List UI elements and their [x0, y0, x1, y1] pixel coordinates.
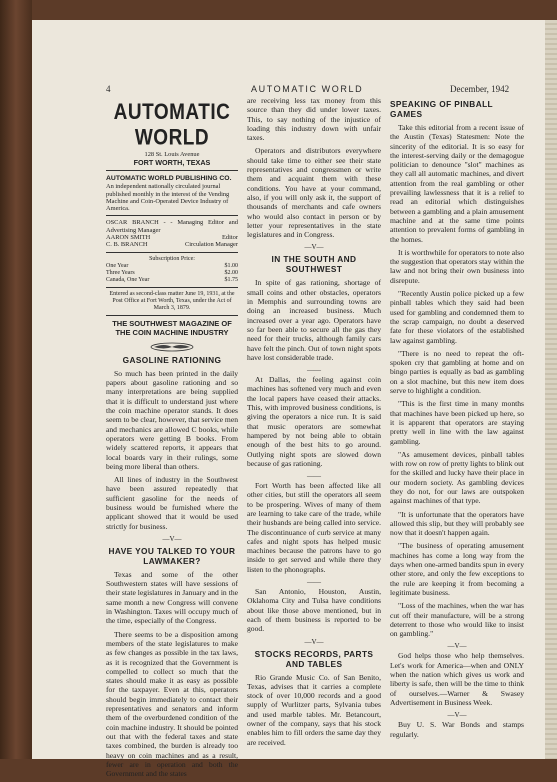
headline-south-southwest: IN THE SOUTH AND SOUTHWEST — [271, 254, 357, 275]
divider — [106, 287, 238, 288]
page-number: 4 — [106, 84, 111, 94]
masthead-address: 128 St. Louis Avenue — [144, 151, 200, 158]
divider — [106, 252, 238, 253]
separator: —— — [307, 578, 321, 587]
paragraph: So much has been printed in the daily papers about gasoline rationing and so many interpretations are being supplied that it is difficult to understand just where the coin machine operator stands. It does seem to be clear, however, that service men and mechanics are allowed C books, while operators were getting B books. From widely scattered reports, it appears that local boards vary in their rulings, some being more liberal than others. — [106, 368, 239, 471]
masthead-city: FORT WORTH, TEXAS — [133, 158, 211, 168]
paragraph: Operators and distributors everywhere should take time to either see their state representatives and congressmen or write them and acquaint them with these conditions. You have at your command, also, if you will only ask it, the support of thousands of merchants and cafe owners who would also contact in person or by letter your representatives in the state legislatures and in Congress. — [247, 146, 381, 240]
divider — [106, 215, 238, 216]
paragraph: Take this editorial from a recent issue of the Austin (Texas) Statesmen: Note the sincerity of the editorial. It is so easy for the interest-serving daily or the demagogue politician to denounce "slot" machines as they call all automatic machines, and divert attention from the real gambling or other prevailing lawlessness that it is a relief to read an editorial which distinguishes between a gambling and a plain amusement machine and at the same time points attention to prevalent forms of gambling in the homes. — [390, 123, 524, 244]
paragraph: "Loss of the machines, when the war has cut off their manufacture, will be a strong deterrent to those who would like to insist on gambling." — [390, 601, 524, 639]
separator: —V— — [162, 534, 182, 543]
paragraph: "Recently Austin police picked up a few pinball tables which they said had been used for gambling and condemned them to the scrap campaign, no doubt a deserved fate for these violators of the established law against gambling. — [390, 289, 524, 345]
separator: —V— — [447, 642, 467, 651]
headline-lawmaker: HAVE YOU TALKED TO YOUR LAWMAKER? — [108, 545, 236, 566]
paragraph: In spite of gas rationing, shortage of small coins and other obstacles, operators in Memphis and surrounding towns are doing an increased business. Much increased over a year ago. Operators have so far been able to secure all the gas they need for their trucks, although family cars have felt the pinch. Out of town night spots have lost considerable trade. — [247, 278, 381, 362]
subscription-row: Canada, One Year $1.75 — [106, 276, 238, 283]
divider — [106, 170, 238, 171]
separator: —— — [307, 366, 321, 375]
emblem — [106, 342, 238, 352]
masthead-title: AUTOMATIC WORLD — [113, 100, 231, 151]
paragraph: "There is no need to repeat the oft-spoken cry that gambling at home and on bingo parties is equally as bad as gambling on a slot machine, but this new item does serve to highlight a condition. — [390, 348, 524, 396]
separator: —V— — [304, 243, 324, 252]
subscription-row: Three Years $2.00 — [106, 269, 238, 276]
paragraph: It is worthwhile for operators to note also the suggestion that operators stay within the law and not bring their own business into disrepute. — [390, 247, 524, 285]
masthead-tagline: THE SOUTHWEST MAGAZINE OF THE COIN MACHINE INDUSTRY — [112, 318, 232, 337]
paragraph: "It is unfortunate that the operators have allowed this slip, but they will probably see now that it doesn't happen again. — [390, 509, 524, 538]
subscription-heading: Subscription Price: — [149, 255, 195, 262]
column-right — [390, 96, 524, 743]
paragraph: "The business of operating amusement machines has come a long way from the days when one-armed bandits spun in every other store, and only the few exceptions to the rule are keeping it from becoming a legitimate business. — [390, 541, 524, 597]
paragraph: There seems to be a disposition among members of the state legislatures to make as few changes as possible in the tax laws, as it is recognized that the Government is compelled to collect so much that the states should make it as easy as possible for the taxpayer. Even at this, operators should begin immediately to contact their representatives and senators and inform them of the overburdened condition of the coin machine industry. It should be pointed out that with the federal taxes and state taxes combined, the burden is already too heavy on coin machines and as a result, fewer are in operation and both the Government and the states — [106, 629, 238, 779]
publisher-description: An independent nationally circulated journal published monthly in the interest of the Vending Machine and Coin-Operated Device Industry of America. — [106, 183, 230, 213]
book-binding — [0, 0, 32, 759]
publisher-name: AUTOMATIC WORLD PUBLISHING CO. — [106, 175, 232, 183]
issue-date: December, 1942 — [450, 84, 510, 94]
paragraph: Texas and some of the other Southwestern states will have sessions of their state legislatures in January and in the same month a new Congress will convene in Washington. Taxes will occupy much of the time, especially of the Congress. — [106, 569, 238, 626]
paragraph: "This is the first time in many months that machines have been picked up here, so it is apparent that operators are staying pretty well in line with the law against gambling. — [390, 399, 524, 446]
entry-note: Entered as second-class matter June 19, 1931, at the Post Office at Fort Worth, Texas, under the Act of March 3, 1879. — [109, 290, 235, 311]
paragraph: All lines of industry in the Southwest have been assured repeatedly that sufficient gasoline for the needs of business would be furnished where the applicant showed that it would be used strictly for business. — [106, 475, 238, 531]
subscription-box — [106, 256, 238, 284]
staff-entry: OSCAR BRANCH - - Managing Editor and Advertising Manager — [106, 219, 238, 234]
paragraph: God helps those who help themselves. Let's work for America—when and ONLY when the nation which gives us work and liberty is safe, then will be the time to think of ourselves.—Warner & Swasey Advertisement in Business Week. — [390, 651, 524, 707]
running-title: AUTOMATIC WORLD — [251, 84, 364, 94]
divider — [106, 315, 238, 316]
staff-entry: C. B. BRANCH Circulation Manager — [106, 241, 238, 249]
paragraph: At Dallas, the feeling against coin machines has softened very much and even the local papers have ceased their attacks. This, with improved business conditions, is giving the operators a nice run. It is said that music operators are somewhat hampered by not being able to obtain enough of the best hits to go around. Outlying night spots are slowed down because of gas rationing. — [247, 375, 381, 468]
separator: —V— — [447, 711, 467, 720]
paragraph: Buy U. S. War Bonds and stamps regularly. — [390, 720, 524, 739]
staff-list — [106, 219, 238, 249]
eagle-emblem-icon — [150, 342, 194, 352]
headline-gasoline: GASOLINE RATIONING — [122, 354, 222, 365]
paragraph: Fort Worth has been affected like all other cities, but still the operators all seem to be prospering. Wives of many of them are learning to take care of the trade, while their husbands are being called into service. The discontinuance of curb service at many cafes and night spots has helped music machines because the patrons have to go inside to get served and while there they listen to the phonographs. — [247, 481, 381, 574]
paragraph: San Antonio, Houston, Austin, Oklahoma City and Tulsa have conditions about like those above mentioned, but in each of them business is reported to be good. — [247, 587, 381, 634]
headline-pinball: SPEAKING OF PINBALL GAMES — [390, 99, 493, 119]
column-middle — [247, 96, 381, 751]
headline-stocks-records: STOCKS RECORDS, PARTS AND TABLES — [254, 648, 374, 669]
paragraph: "As amusement devices, pinball tables with row on row of pretty lights to blink out for the skilled and lucky have their place in our modern society. As gambling devices they do not, for our laws are outspoken against machines of that type. — [390, 449, 524, 506]
page-edge — [545, 20, 557, 759]
paragraph: Rio Grande Music Co. of San Benito, Texas, advises that it carries a complete stock of over 10,000 records and a good supply of Wurlitzer parts, Sylvania tubes and used marble tables. Mr. Betancourt, owner of the company, says that his stock enables him to fill orders the same day they are received. — [247, 672, 381, 747]
separator: —V— — [304, 637, 324, 646]
column-left — [106, 96, 238, 782]
subscription-row: One Year $1.00 — [106, 262, 238, 269]
paragraph: are receiving less tax money from this source than they did under lower taxes. This, to say nothing of the injustice of loading this industry down with unfair taxes. — [247, 96, 381, 143]
staff-entry: AARON SMITH Editor — [106, 234, 238, 242]
masthead — [106, 100, 238, 168]
magazine-page — [32, 20, 545, 779]
separator: —— — [307, 472, 321, 481]
